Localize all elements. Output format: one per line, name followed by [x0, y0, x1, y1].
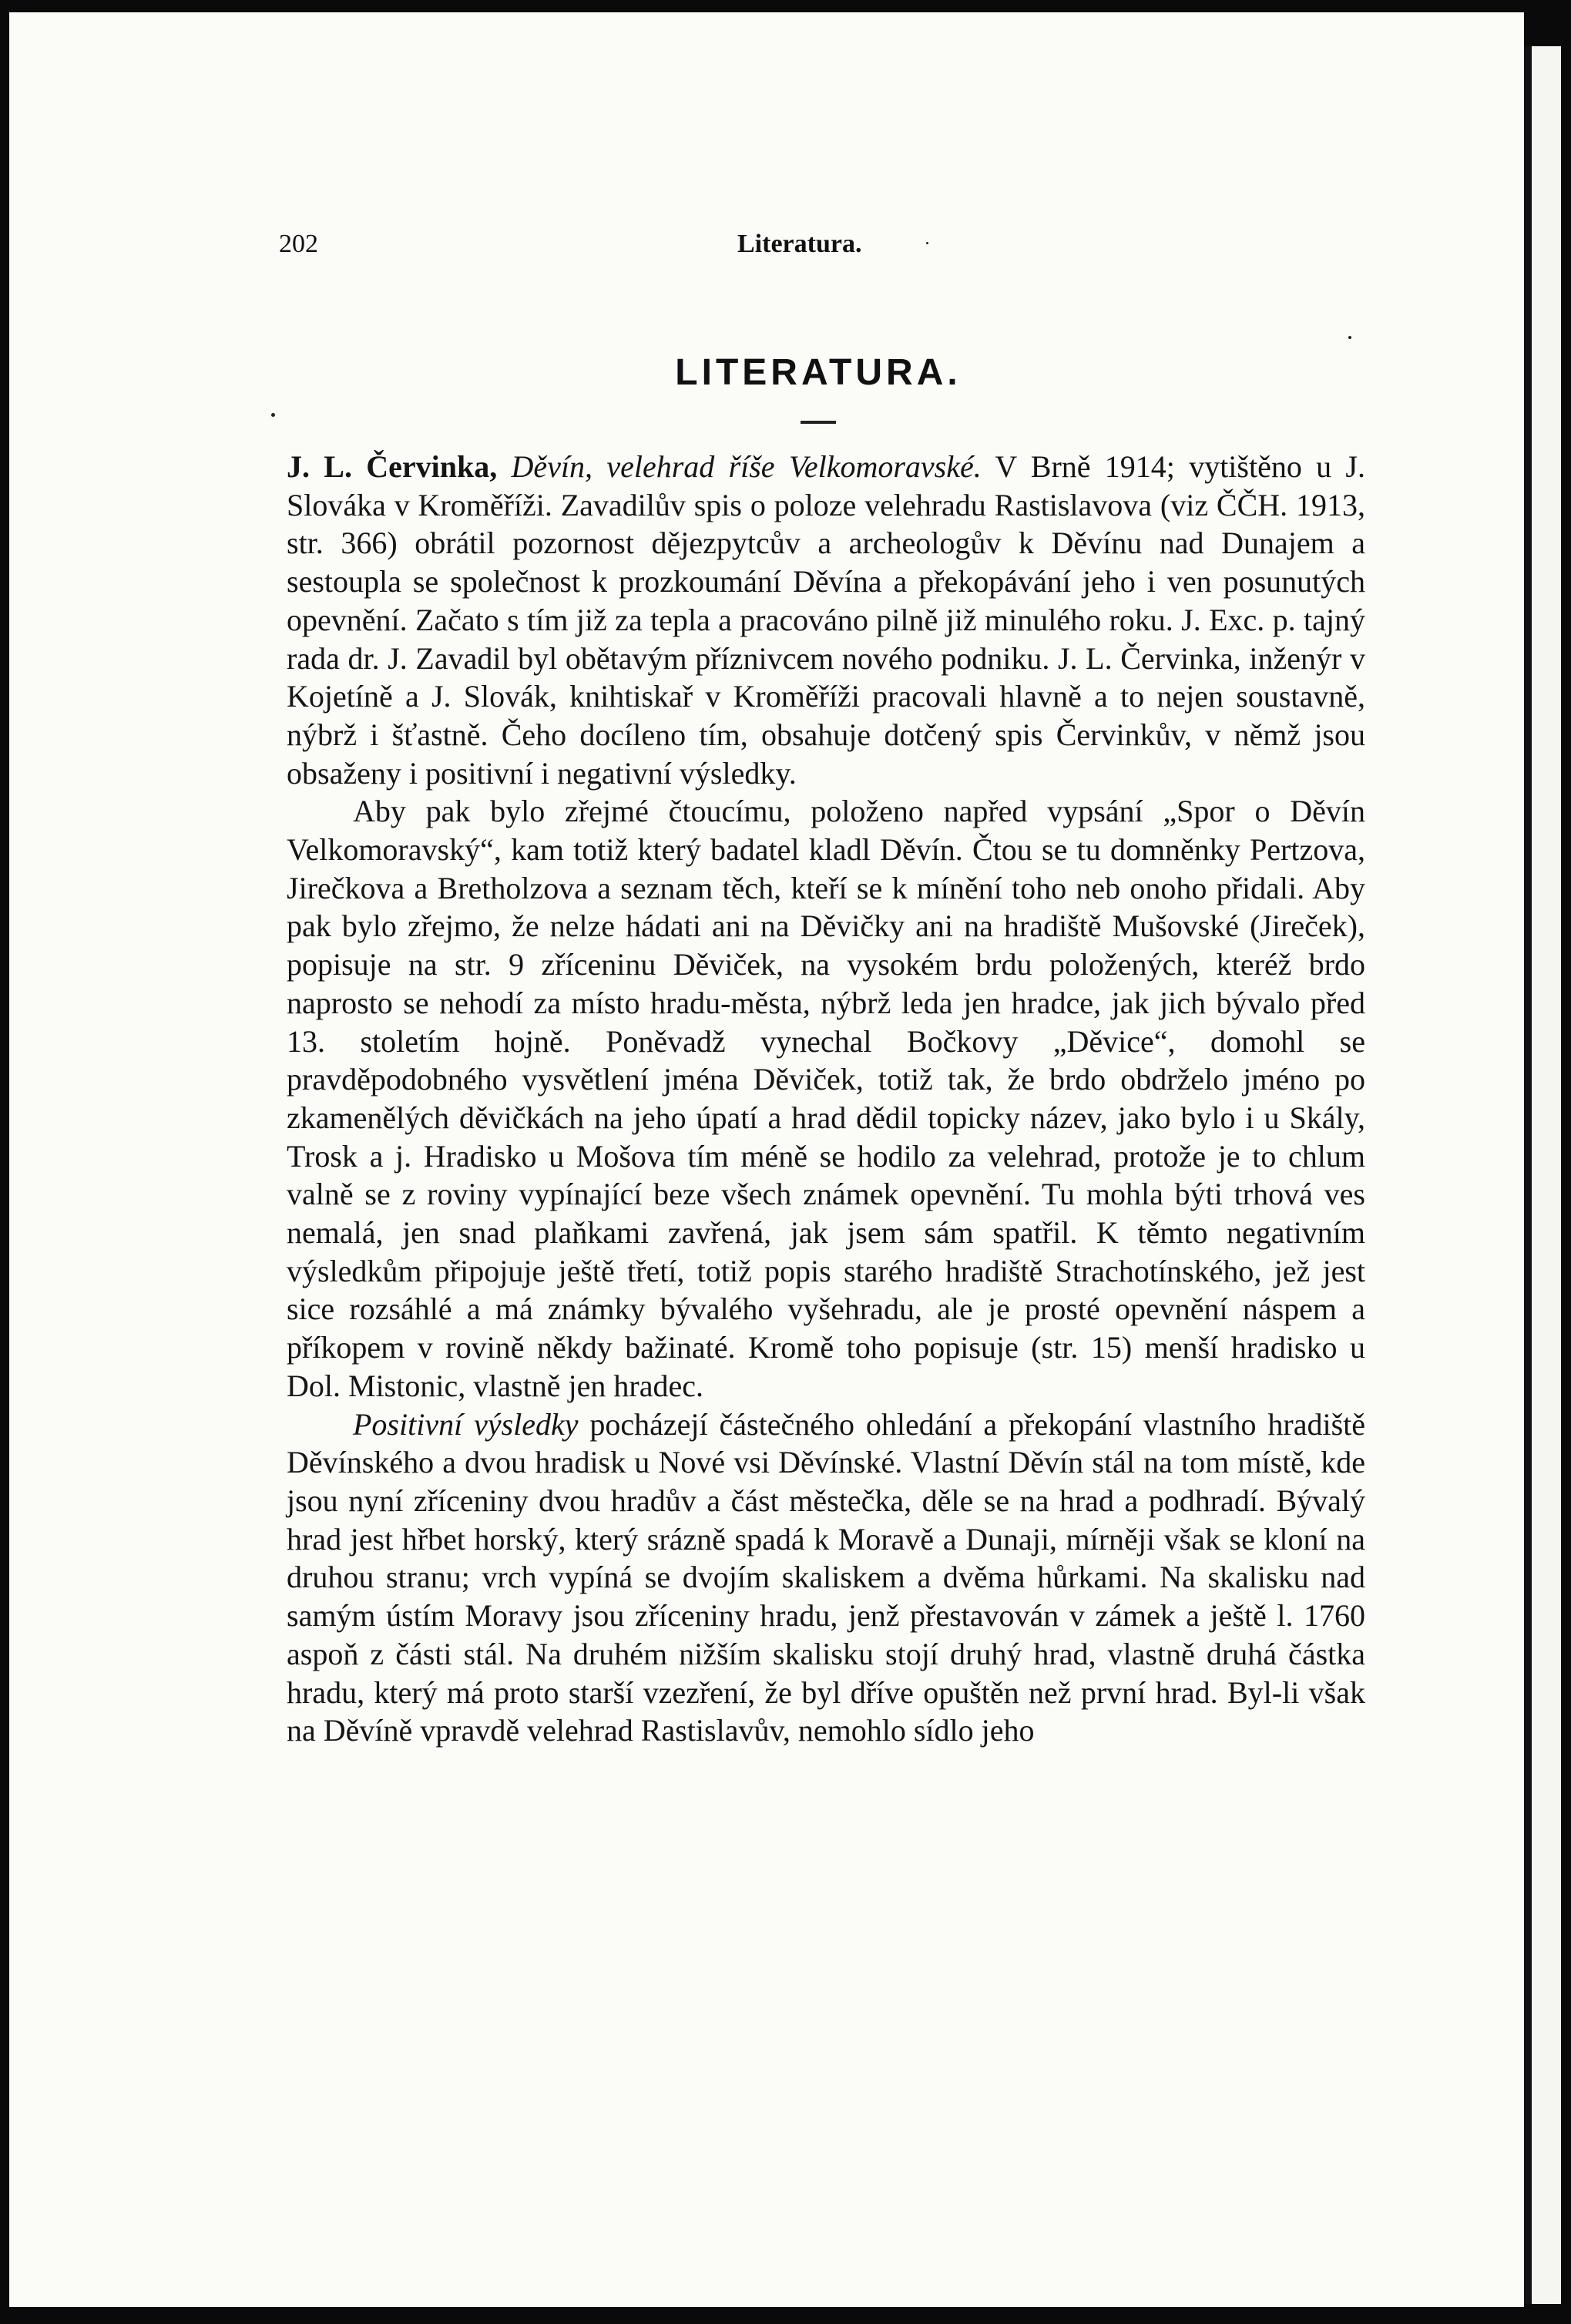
paragraph-2-text: Aby pak bylo zřejmé čtoucímu, položeno napřed vypsání „Spor o Děvín Velkomoravský“, kam totiž který badatel kladl Děvín. Čtou se tu domněnky Pertzova, Jirečkova a Bretholzova a seznam těch, kteří se k mínění toho neb onoho přidali. Aby pak bylo zřejmo, že nelze hádati ani na Děvičky ani na hradiště Mušovské (Jireček), popisuje na str. 9 zříceninu Děviček, na vysokém brdu položených, kteréž brdo naprosto se nehodí za místo hradu-města, nýbrž leda jen hradce, jak jich bývalo před 13. stoletím hojně. Poněvadž vynechal Bočkovy „Děvice“, domohl se pravděpodobného vysvětlení jména Děviček, totiž tak, že brdo obdrželo jméno po zkamenělých děvičkách na jeho úpatí a hrad dědil topicky název, jako bylo i u Skály, Trosk a j. Hradisko u Mošova tím méně se hodilo za velehrad, protože je to chlum valně se z roviny vypínající beze všech známek opevnění. Tu mohla býti trhová ves nemalá, jen snad plaňkami zavřená, jak jsem sám spatřil. K těmto negativním výsledkům připojuje ještě třetí, totiž popis starého hradiště Strachotínského, jež jest sice rozsáhlé a má známky bývalého vyšehradu, ale je prosté opevnění náspem a příkopem v rovině někdy bažinaté. Kromě toho popisuje (str. 15) menší hradisko u Dol. Mistonic, vlastně jen hradec.: [287, 794, 1365, 1403]
article-body: [287, 448, 1365, 1750]
scan-speck: [1348, 336, 1351, 339]
running-head: [279, 230, 1358, 260]
running-title: Literatura.: [737, 230, 862, 258]
page-edge: [1524, 46, 1561, 2304]
book-page: [9, 12, 1524, 2307]
paragraph-3-text: pocházejí částečného ohledání a překopání vlastního hradiště Děvínského a dvou hradisk u Nové vsi Děvínské. Vlastní Děvín stál na tom místě, kde jsou nyní zříceniny dvou hradův a část městečka, děle se na hrad a podhradí. Bývalý hrad jest hřbet horský, který srázně spadá k Moravě a Dunaji, mírněji však se kloní na druhou stranu; vrch vypíná se dvojím skaliskem a dvěma hůrkami. Na skalisku nad samým ústím Moravy jsou zříceniny hradu, jenž přestavován v zámek a ještě l. 1760 aspoň z části stál. Na druhém nižším skalisku stojí druhý hrad, vlastně druhá částka hradu, který má proto starší vzezření, že byl dříve opuštěn než první hrad. Byl-li však na Děvíně vpravdě velehrad Rastislavův, nemohlo sídlo jeho: [287, 1406, 1366, 1748]
paragraph-1-text: V Brně 1914; vytištěno u J. Slováka v Kroměříži. Zavadilův spis o poloze velehradu Rastislavova (viz ČČH. 1913, str. 366) obrátil pozornost dějezpytcův a archeologův k Děvínu nad Dunajem a sestoupla se společnost k prozkoumání Děvína a překopávání jeho i ven posunutých opevnění. Začato s tím již za tepla a pracováno pilně již minulého roku. J. Exc. p. tajný rada dr. J. Zavadil byl obětavým příznivcem nového podniku. J. L. Červinka, inženýr v Kojetíně a J. Slovák, knihtiskař v Kroměříži pracovali hlavně a to nejen soustavně, nýbrž i šťastně. Čeho docíleno tím, obsahuje dotčený spis Červinkův, v němž jsou obsaženy i positivní i negativní výsledky.: [287, 449, 1365, 791]
title-rule: [801, 421, 836, 424]
section-title: LITERATURA.: [675, 352, 962, 393]
scan-speck: [926, 242, 928, 244]
paragraph-2: [287, 792, 1365, 1405]
scan-speck: [271, 413, 275, 417]
work-title: Děvín, velehrad říše Velkomoravské.: [511, 449, 982, 484]
author-name: J. L. Červinka,: [287, 449, 498, 484]
page-number: 202: [279, 230, 318, 258]
paragraph-3-lead: Positivní výsledky: [353, 1406, 579, 1442]
paragraph-3: [287, 1405, 1365, 1750]
paragraph-1: [287, 448, 1365, 792]
